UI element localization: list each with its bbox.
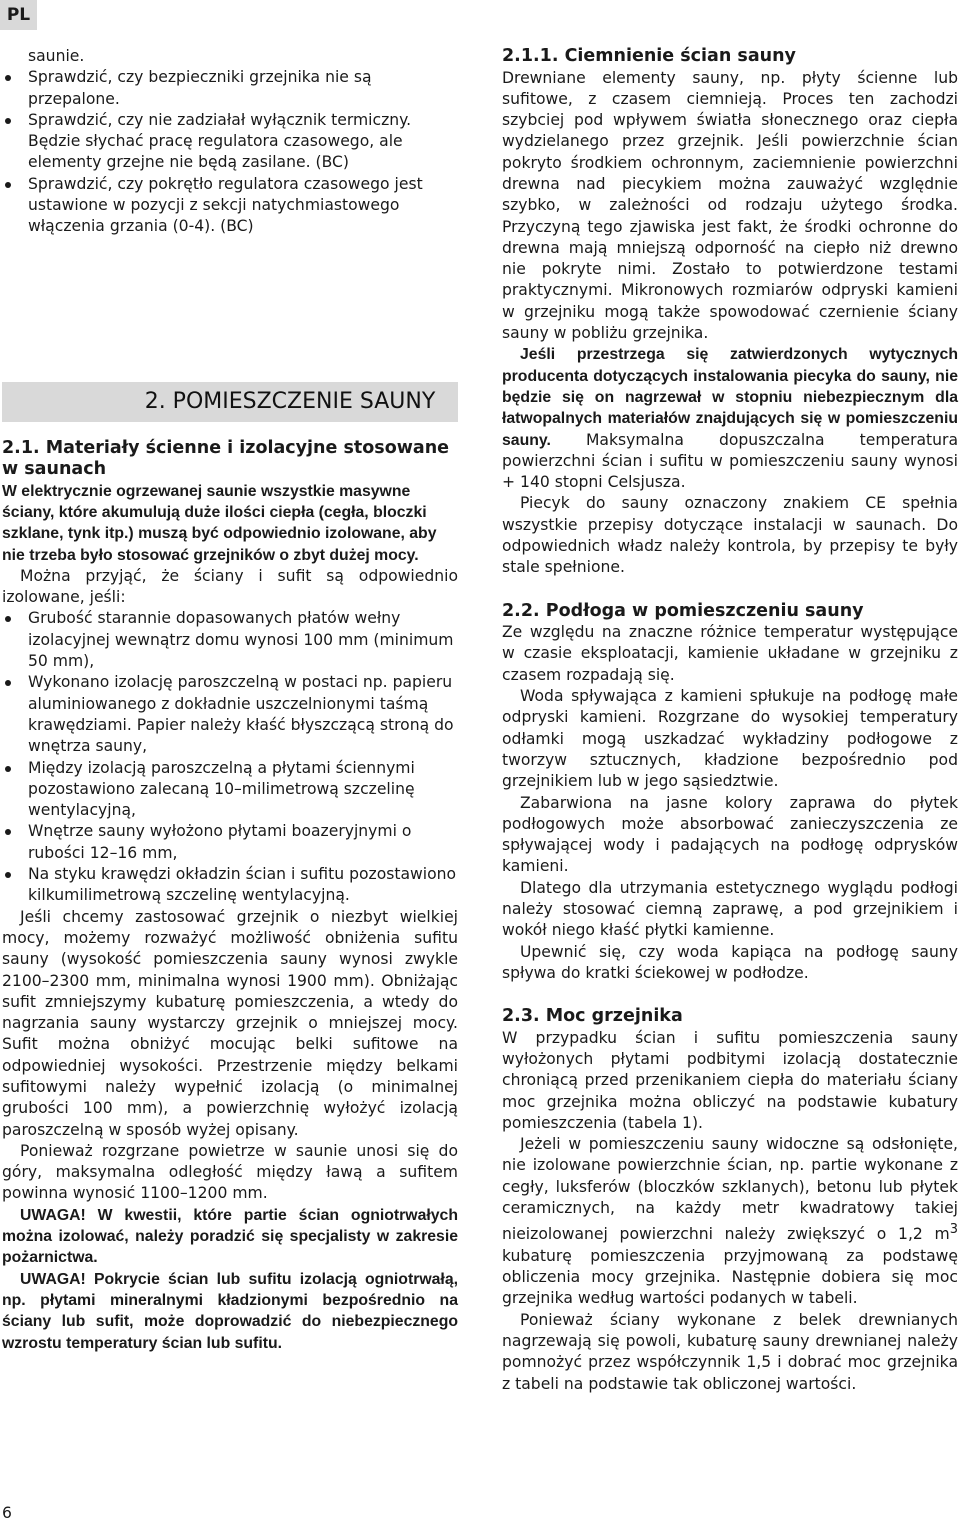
page-number: 6 xyxy=(2,1504,12,1522)
paragraph: Można przyjąć, że ściany i sufit są odpowiednio izolowane, jeśli: xyxy=(2,566,458,607)
text: Maksymalna dopuszczalna temperatura powierzchni ścian i sufitu w pomieszczeniu sauny wynosi + 140 stopni Celsjusza. xyxy=(502,430,958,492)
right-column xyxy=(502,46,958,1395)
paragraph: Ponieważ rozgrzane powietrze w saunie unosi się do góry, maksymalna odległość między ławą a sufitem powinna wynosić 1100–1200 mm. xyxy=(2,1141,458,1203)
paragraph: Dlatego dla utrzymania estetycznego wyglądu podłogi należy stosować ciemną zaprawę, a pod grzejnikiem i wokół niego kłaść płytki kamienne. xyxy=(502,878,958,940)
subsection-heading: 2.3. Moc grzejnika xyxy=(502,1006,683,1027)
list-item: Sprawdzić, czy bezpieczniki grzejnika nie są przepalone. xyxy=(2,67,458,110)
list-item: Grubość starannie dopasowanych płatów wełny izolacyjnej wewnątrz domu wynosi 100 mm (minimum 50 mm), xyxy=(2,608,458,672)
text: kubaturę pomieszczenia przyjmowaną za podstawę obliczenia mocy grzejnika. Następnie dobiera się moc grzejnika według wartości podanych w tabeli. xyxy=(502,1246,958,1308)
paragraph: W przypadku ścian i sufitu pomieszczenia sauny wyłożonych płytami podbitymi izolacją dostatecznie chroniącą przed przenikaniem ciepła do materiału ściany moc grzejnika można obliczyć na podstawie kubatury pomieszczenia (tabela 1). xyxy=(502,1028,958,1132)
paragraph: Zabarwiona na jasne kolory zaprawa do płytek podłogowych może absorbować zanieczyszczenia ze spływającej wody i padających na podłogę odprysków kamieni. xyxy=(502,793,958,876)
paragraph: Jeśli chcemy zastosować grzejnik o niezbyt wielkiej mocy, możemy rozważyć możliwość obniżenia sufitu sauny (wysokość pomieszczenia sauny wynosi zwykle 2100–2300 mm, minimalna wynosi 1900 mm). Obniżając sufit zmniejszymy kubaturę pomieszczenia, a wtedy do nagrzania sauny wystarczy grzejnik o mniejszej mocy. Sufit można obniżyć mocując belki sufitowe na odpowiedniej wysokości. Przestrzenie między belkami sufitowymi należy wypełnić izolacją (o minimalnej grubości 100 mm), a powierzchnię wyłożyć izolacją paroszczelną w sposób wyżej opisany. xyxy=(2,907,458,1139)
list-item: Wykonano izolację paroszczelną w postaci np. papieru aluminiowanego z dokładnie uszczelnionymi taśmą krawędziami. Papier należy kłaść błyszczącą stroną do wnętrza sauny, xyxy=(2,672,458,757)
left-column xyxy=(2,46,458,1354)
list-item: Między izolacją paroszczelną a płytami ściennymi pozostawiono zalecaną 10–milimetrową szczelinę wentylacyjną, xyxy=(2,758,458,822)
insulation-list xyxy=(2,608,458,906)
continued-line: saunie. xyxy=(28,47,85,65)
language-tab: PL xyxy=(0,0,37,30)
bold-text: Jeśli przestrzega się zatwierdzonych wytycznych producenta dotyczących instalowania piecyka do sauny, nie będzie się on nagrzewał w stopniu niebezpiecznym dla łatwopalnych materiałów znajdujących się w pomieszczeniu sauny. xyxy=(502,346,958,449)
warning-paragraph: UWAGA! W kwestii, które partie ścian ogniotrwałych można izolować, należy poradzić się specjalisty w zakresie pożarnictwa. xyxy=(2,1206,458,1267)
bold-paragraph: W elektrycznie ogrzewanej saunie wszystkie masywne ściany, które akumulują duże ilości ciepła (cegła, bloczki szklane, tynk itp.) muszą być odpowiednio izolowane, aby nie trzeba było stosować grzejników o zbyt dużej mocy. xyxy=(2,482,437,564)
paragraph xyxy=(502,1134,958,1310)
paragraph: Woda spływająca z kamieni spłukuje na podłogę małe odpryski kamieni. Rozgrzane do wysokiej temperatury odłamki mogą uszkadzać wykładziny podłogowe z tworzyw sztucznych, kładzione bezpośrednio pod grzejnikiem lub w jego sąsiedztwie. xyxy=(502,687,958,791)
paragraph xyxy=(502,344,958,493)
paragraph: Upewnić się, czy woda kapiąca na podłogę sauny spływa do kratki ściekowej w podłodze. xyxy=(502,942,958,982)
subsection-heading: 2.2. Podłoga w pomieszczeniu sauny xyxy=(502,600,864,621)
list-item: Sprawdzić, czy pokrętło regulatora czasowego jest ustawione w pozycji z sekcji natychmiastowego włączenia grzania (0-4). (BC) xyxy=(2,174,458,238)
text: Jeżeli w pomieszczeniu sauny widoczne są odsłonięte, nie izolowane powierzchnie ścian, np. partie wykonane z cegły, luksferów (bloczków szklanych), betonu lub płytek ceramicznych, na każdy metr kwadratowy takiej nieizolowanej powierzchni należy zwiększyć o 1,2 m xyxy=(502,1135,958,1244)
superscript: 3 xyxy=(949,1222,958,1238)
troubleshooting-list xyxy=(2,67,458,237)
list-item: Na styku krawędzi okładzin ścian i sufitu pozostawiono kilkumilimetrową szczelinę wentylacyjną. xyxy=(2,864,458,907)
paragraph: Drewniane elementy sauny, np. płyty ścienne lub sufitowe, z czasem ciemnieją. Proces ten zachodzi szybciej pod wpływem światła słonecznego oraz ciepła wydzielanego przez grzejnik. Jeśli powierzchnie ścian pokryto środkiem ochronnym, zaciemnienie powierzchni drewna nad piecykiem można zauważyć względnie szybko, w zależności od rodzaju użytego środka. Przyczyną tego zjawiska jest fakt, że środki ochronne do drewna mają mniejszą odporność na ciepło niż drewno nie pokryte nimi. Zostało to potwierdzone testami praktycznymi. Mikronowych rozmiarów odpryski kamieni w grzejniku mogą także spowodować czernienie ściany sauny w pobliżu grzejnika. xyxy=(502,68,958,343)
paragraph: Ze względu na znaczne różnice temperatur występujące w czasie eksploatacji, kamienie układane w grzejniku z czasem rozpadają się. xyxy=(502,623,958,684)
subsection-heading: 2.1.1. Ciemnienie ścian sauny xyxy=(502,46,796,66)
paragraph: Ponieważ ściany wykonane z belek drewnianych nagrzewają się powoli, kubaturę sauny drewnianej należy pomnożyć przez współczynnik 1,5 i dobrać moc grzejnika z tabeli na podstawie tak obliczonej wartości. xyxy=(502,1310,958,1393)
section-heading: 2. POMIESZCZENIE SAUNY xyxy=(2,382,458,422)
paragraph: Piecyk do sauny oznaczony znakiem CE spełnia wszystkie przepisy dotyczące instalacji w saunach. Do odpowiednich władz należy kontrola, by przepisy te były stale spełnione. xyxy=(502,494,958,577)
warning-paragraph: UWAGA! Pokrycie ścian lub sufitu izolacją ogniotrwałą, np. płytami mineralnymi kładzionymi bezpośrednio na ściany lub sufit, może doprowadzić do niebezpiecznego wzrostu temperatury ścian lub sufitu. xyxy=(2,1270,458,1352)
subsection-heading: 2.1. Materiały ścienne i izolacyjne stosowane w saunach xyxy=(2,437,450,480)
list-item: Sprawdzić, czy nie zadziałał wyłącznik termiczny. Będzie słychać pracę regulatora czasowego, ale elementy grzejne nie będą zasilane. (BC) xyxy=(2,110,458,174)
list-item: Wnętrze sauny wyłożono płytami boazeryjnymi o rubości 12–16 mm, xyxy=(2,821,458,864)
